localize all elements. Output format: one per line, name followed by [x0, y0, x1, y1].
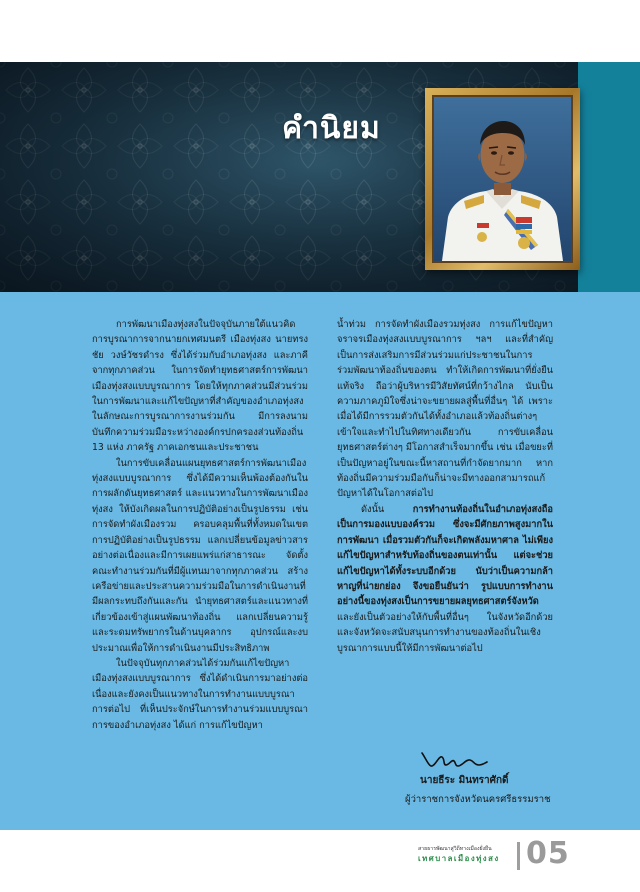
paragraph: น้ำท่วม การจัดทำผังเมืองรวมทุ่งสง การแก้ไขปัญหาจราจรเมืองทุ่งสงแบบบูรณาการ ฯลฯ และที่สำคัญเป็นการส่งเสริมการมีส่วนร่วมแก่ประชาชนในการร่วมพัฒนาท้องถิ่นของตน ทำให้เกิดการพัฒนาที่ยั่งยืนแท้จริง ถือว่าผู้บริหารมีวิสัยทัศน์ที่กว้างไกล นับเป็นความภาคภูมิใจซึ่งน่าจะขยายผลสู่พื้นที่อื่นๆ ได้ เพราะเมื่อได้มีการรวมตัวกันได้ทั้งอำเภอแล้วท้องถิ่นต่างๆ เข้าใจและทำไปในทิศทางเดียวกัน การขับเคลื่อนยุทธศาสตร์ต่างๆ มีโอกาสสำเร็จมากขึ้น เช่น เมื่อขยะที่เป็นปัญหาอยู่ในขณะนี้หาสถานที่กำจัดยากมาก หากท้องถิ่นมีความร่วมมือกันก็น่าจะมีทางออกสามารถแก้ปัญหาได้ในโอกาสต่อไป: [337, 319, 553, 500]
paragraph: ในการขับเคลื่อนแผนยุทธศาสตร์การพัฒนาเมืองทุ่งสงแบบบูรณาการ ซึ่งได้มีความเห็นพ้องต้องกันในการผลักดันยุทธศาสตร์ และแนวทางในการพัฒนาเมืองทุ่งสง ให้บังเกิดผลในการปฏิบัติอย่างเป็นรูปธรรม เช่น การจัดทำผังเมืองรวม ครอบคลุมพื้นที่ทั้งหมดในเขตการปฏิบัติอย่างเป็นรูปธรรม แลกเปลี่ยนข้อมูลข่าวสารอย่างต่อเนื่องและมีการเผยแพร่แก่สาธารณะ จัดตั้งคณะทำงานร่วมกันที่มีผู้แทนมาจากทุกภาคส่วน สร้างเครือข่ายและประสานความร่วมมือในการดำเนินงานที่มีผลกระทบถึงกันและกัน นำยุทธศาสตร์และแนวทางที่เกี่ยวข้องเข้าสู่แผนพัฒนาท้องถิ่น แลกเปลี่ยนความรู้และระดมทรัพยากรในด้านบุคลากร อุปกรณ์และงบประมาณเพื่อให้การดำเนินงานมีประสิทธิภาพ: [92, 457, 308, 654]
paragraph-emphasis: การทำงานท้องถิ่นในอำเภอทุ่งสงถือเป็นการมองแบบองค์รวม ซึ่งจะมีศักยภาพสูงมากในการพัฒนา เมื่อรวมตัวกันก็จะเกิดพลังมหาศาล ไม่เพียงแก้ไขปัญหาสำหรับท้องถิ่นของตนเท่านั้น แต่จะช่วยแก้ไขปัญหาได้ทั้งระบบอีกด้วย นับว่าเป็นความกล้าหาญที่น่ายกย่อง จึงขอยืนยันว่า รูปแบบการทำงานอย่างนี้ของทุ่งสงเป็นการขยายผลยุทธศาสตร์จังหวัด: [337, 503, 553, 608]
paragraph-lead: ดังนั้น: [361, 503, 385, 515]
official-portrait-icon: [434, 97, 571, 261]
paragraph: การพัฒนาเมืองทุ่งสงในปัจจุบันภายใต้แนวคิด การบูรณาการจากนายกเทศมนตรี เมืองทุ่งสง นายทรงชัย วงษ์วัชรดำรง ซึ่งได้ร่วมกับอำเภอทุ่งสง และภาคีจากทุกภาคส่วน ในการจัดทำยุทธศาสตร์การพัฒนาเมืองทุ่งสงแบบบูรณาการ โดยให้ทุกภาคส่วนมีส่วนร่วมในการพัฒนาและแก้ไขปัญหาที่สำคัญของอำเภอทุ่งสง ในลักษณะการบูรณาการงานร่วมกัน มีการลงนามบันทึกความร่วมมือระหว่างองค์กรปกครองส่วนท้องถิ่น 13 แห่ง ภาครัฐ ภาคเอกชนและประชาชน: [92, 319, 308, 454]
footer-subtitle: สายธารพัฒนาสู่วิถีทางเมืองยั่งยืน: [418, 846, 492, 852]
top-margin: [0, 0, 640, 62]
signer-name: นายธีระ มินทราศักดิ์: [420, 775, 509, 786]
paragraph-tail: และยังเป็นตัวอย่างให้กับพื้นที่อื่นๆ ในจังหวัดอีกด้วย และจังหวัดจะสนับสนุนการทำงานของท้องถิ่นในเชิงบูรณาการแบบนี้ให้มีการพัฒนาต่อไป: [337, 611, 553, 654]
signer-position: ผู้ว่าราชการจังหวัดนครศรีธรรมราช: [405, 794, 551, 805]
footer-magazine-name: เทศบาลเมืองทุ่งสง: [418, 854, 500, 863]
paragraph-conclusion: [337, 502, 553, 656]
signature-icon: [419, 745, 489, 771]
page-number: 05: [526, 836, 570, 871]
portrait-frame: [425, 88, 580, 270]
page-title: คำนิยม: [282, 111, 381, 146]
article-column-left: [92, 317, 308, 733]
footer-divider: [517, 842, 520, 870]
banner-accent-strip: [578, 62, 640, 292]
article-column-right: [337, 317, 553, 656]
paragraph: ในปัจจุบันทุกภาคส่วนได้ร่วมกันแก้ไขปัญหาเมืองทุ่งสงแบบบูรณาการ ซึ่งได้ดำเนินการมาอย่างต่อเนื่องและยังคงเป็นแนวทางในการทำงานแบบบูรณาการต่อไป ที่เห็นประจักษ์ในการทำงานร่วมแบบบูรณาการของอำเภอทุ่งสง ได้แก่ การแก้ไขปัญหา: [92, 657, 308, 731]
